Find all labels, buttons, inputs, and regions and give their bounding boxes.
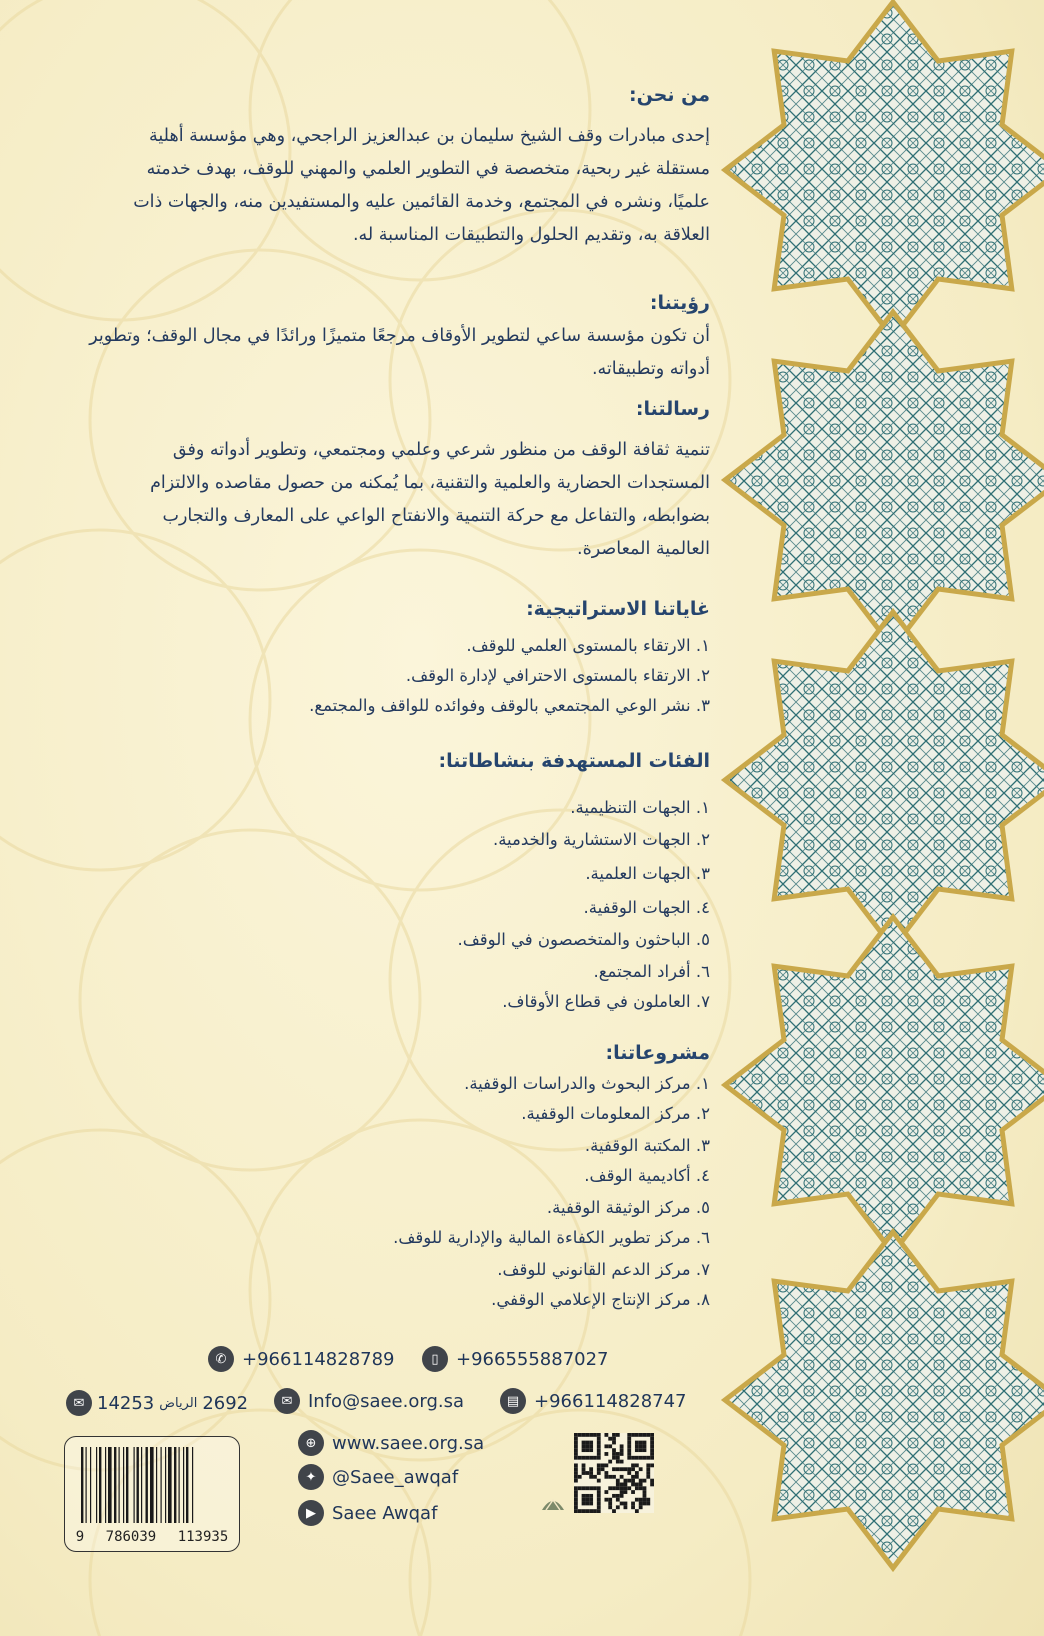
twitter-icon: ✦ bbox=[298, 1464, 324, 1490]
pobox-number: 2692 bbox=[202, 1392, 249, 1414]
fax-number: +966114828747 bbox=[534, 1390, 687, 1412]
audience-item: ٥. الباحثون والمتخصصون في الوقف. bbox=[457, 930, 710, 949]
audiences-heading: الفئات المستهدفة بنشاطاتنا: bbox=[438, 750, 710, 772]
about-line: العلاقة به، وتقديم الحلول والتطبيقات المناسبة له. bbox=[352, 225, 710, 245]
goal-item: ٢. الارتقاء بالمستوى الاحترافي لإدارة الوقف. bbox=[405, 666, 710, 685]
eight-point-star bbox=[725, 312, 1044, 648]
mission-line: بضوابطه، والتفاعل مع حركة التنمية والانفتاح الواعي على المعارف والتجارب bbox=[162, 506, 710, 526]
contact-fax[interactable] bbox=[500, 1388, 687, 1414]
audience-item: ٢. الجهات الاستشارية والخدمية. bbox=[492, 830, 710, 849]
isbn-left-group: 786039 bbox=[105, 1529, 157, 1545]
contact-twitter[interactable] bbox=[298, 1464, 458, 1490]
project-item: ٣. المكتبة الوقفية. bbox=[584, 1136, 710, 1155]
website-url: www.saee.org.sa bbox=[332, 1432, 485, 1454]
audience-item: ٤. الجهات الوقفية. bbox=[583, 898, 710, 917]
project-item: ٨. مركز الإنتاج الإعلامي الوقفي. bbox=[491, 1290, 710, 1309]
mission-line: تنمية ثقافة الوقف من منظور شرعي وعلمي ومجتمعي، وتطوير أدواته وفق bbox=[172, 440, 710, 460]
publisher-logo-icon bbox=[538, 1488, 568, 1518]
project-item: ٢. مركز المعلومات الوقفية. bbox=[521, 1104, 710, 1123]
project-item: ٤. أكاديمية الوقف. bbox=[584, 1166, 710, 1185]
mission-line: المستجدات الحضارية والعلمية والتقنية، بما يُمكنه من حصول مقاصده والالتزام bbox=[150, 473, 710, 493]
eight-point-star bbox=[725, 917, 1044, 1253]
barcode-bars bbox=[79, 1447, 225, 1523]
project-item: ١. مركز البحوث والدراسات الوقفية. bbox=[464, 1074, 710, 1093]
vision-line: أدواته وتطبيقاته. bbox=[591, 359, 710, 379]
mission-heading: رسالتنا: bbox=[635, 398, 710, 420]
pobox-city: الرياض bbox=[159, 1395, 198, 1411]
about-line: إحدى مبادرات وقف الشيخ سليمان بن عبدالعزيز الراجحي، وهي مؤسسة أهلية bbox=[149, 126, 710, 146]
about-line: علميًا، ونشره في المجتمع، وخدمة القائمين عليه والمستفيدين منه، والجهات ذات bbox=[133, 192, 710, 212]
email-address: Info@saee.org.sa bbox=[308, 1390, 464, 1412]
contact-email[interactable] bbox=[274, 1388, 464, 1414]
project-item: ٧. مركز الدعم القانوني للوقف. bbox=[497, 1260, 710, 1279]
fax-icon: ▤ bbox=[500, 1388, 526, 1414]
isbn-prefix-digit: 9 bbox=[75, 1529, 85, 1545]
vision-paragraph bbox=[60, 320, 710, 386]
vision-line: أن تكون مؤسسة ساعي لتطوير الأوقاف مرجعًا متميزًا ورائدًا في مجال الوقف؛ وتطوير bbox=[89, 326, 710, 346]
about-paragraph bbox=[60, 120, 710, 252]
email-icon: ✉ bbox=[274, 1388, 300, 1414]
postal-code: 14253 bbox=[97, 1392, 155, 1414]
goal-item: ١. الارتقاء بالمستوى العلمي للوقف. bbox=[466, 636, 710, 655]
eight-point-star bbox=[725, 1232, 1044, 1568]
isbn-barcode bbox=[64, 1436, 240, 1552]
audience-item: ١. الجهات التنظيمية. bbox=[570, 798, 710, 817]
isbn-right-group: 113935 bbox=[177, 1529, 229, 1545]
globe-icon: ⊕ bbox=[298, 1430, 324, 1456]
about-line: مستقلة غير ربحية، متخصصة في التطوير العلمي والمهني للوقف، بهدف خدمته bbox=[146, 159, 710, 179]
mailbox-icon: ✉ bbox=[66, 1390, 92, 1416]
mobile-phone-icon: ▯ bbox=[422, 1346, 448, 1372]
goals-heading: غاياتنا الاستراتيجية: bbox=[526, 598, 710, 620]
vision-heading: رؤيتنا: bbox=[649, 292, 710, 314]
contact-youtube[interactable] bbox=[298, 1500, 437, 1526]
youtube-channel: Saee Awqaf bbox=[332, 1502, 438, 1524]
contact-website[interactable] bbox=[298, 1430, 484, 1456]
twitter-handle: @Saee_awqaf bbox=[332, 1466, 459, 1488]
contact-mobile[interactable] bbox=[422, 1346, 609, 1372]
project-item: ٥. مركز الوثيقة الوقفية. bbox=[546, 1198, 710, 1217]
eight-point-star bbox=[725, 2, 1044, 338]
mission-paragraph bbox=[60, 434, 710, 566]
isbn-number bbox=[65, 1529, 239, 1545]
audience-item: ٧. العاملون في قطاع الأوقاف. bbox=[502, 992, 710, 1011]
phone-icon: ✆ bbox=[208, 1346, 234, 1372]
contact-pobox bbox=[66, 1390, 248, 1416]
goal-item: ٣. نشر الوعي المجتمعي بالوقف وفوائده للواقف والمجتمع. bbox=[309, 696, 710, 715]
phone-number: +966114828789 bbox=[242, 1348, 395, 1370]
audience-item: ٦. أفراد المجتمع. bbox=[593, 962, 710, 981]
audience-item: ٣. الجهات العلمية. bbox=[585, 864, 710, 883]
mobile-number: +966555887027 bbox=[456, 1348, 609, 1370]
youtube-icon: ▶ bbox=[298, 1500, 324, 1526]
geometric-star-column bbox=[718, 0, 1044, 1636]
mission-line: العالمية المعاصرة. bbox=[577, 539, 710, 559]
qr-code[interactable] bbox=[574, 1433, 654, 1513]
projects-heading: مشروعاتنا: bbox=[605, 1042, 710, 1064]
eight-point-star bbox=[725, 612, 1044, 948]
contact-phone[interactable] bbox=[208, 1346, 395, 1372]
project-item: ٦. مركز تطوير الكفاءة المالية والإدارية للوقف. bbox=[393, 1228, 710, 1247]
about-heading: من نحن: bbox=[628, 84, 710, 106]
